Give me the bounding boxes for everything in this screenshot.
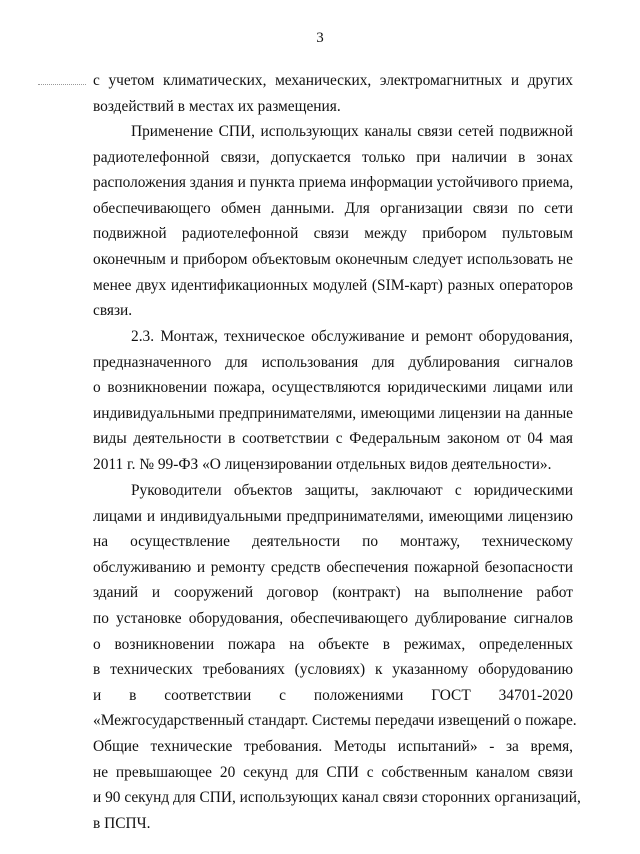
text-line: подвижной радиотелефонной связи между прибором пультовым: [93, 225, 573, 243]
text-line: оконечным и прибором объектовым оконечным следует использовать не: [93, 250, 573, 268]
text-line: воздействий в местах их размещения.: [93, 97, 341, 115]
text-line: по установке оборудования, обеспечивающего дублирование сигналов: [93, 609, 573, 627]
text-line: 2011 г. № 99-ФЗ «О лицензировании отдельных видов деятельности».: [93, 455, 552, 473]
text-line: Применение СПИ, использующих каналы связи сетей подвижной: [131, 123, 573, 140]
text-line: лицами и индивидуальными предпринимателями, имеющими лицензию: [93, 507, 573, 525]
text-line: обеспечивающего обмен данными. Для организации связи по сети: [93, 199, 573, 217]
text-line: с учетом климатических, механических, электромагнитных и других: [93, 72, 573, 89]
text-line: виды деятельности в соответствии с Федеральным законом от 04 мая: [93, 430, 573, 448]
text-line: Руководители объектов защиты, заключают с юридическими: [131, 482, 573, 499]
page-number: 3: [316, 30, 324, 46]
paragraph-continuation: [93, 68, 573, 119]
paragraph-contract: [93, 478, 581, 836]
text-line: о возникновении пожара на объекте в режимах, определенных: [93, 635, 573, 653]
paragraph-sim-cards: [93, 119, 573, 324]
text-line: 2.3. Монтаж, техническое обслуживание и ремонт оборудования,: [131, 328, 573, 345]
text-line: «Межгосударственный стандарт. Системы передачи извещений о пожаре.: [93, 712, 577, 730]
text-line: в ПСПЧ.: [93, 814, 151, 832]
text-line: в технических требованиях (условиях) к указанному оборудованию: [93, 661, 573, 679]
text-line: не превышающее 20 секунд для СПИ с собственным каналом связи: [93, 763, 573, 781]
text-line: Общие технические требования. Методы испытаний» - за время,: [93, 737, 573, 755]
scan-dotted-mark: [38, 84, 86, 86]
text-line: расположения здания и пункта приема информации устойчивого приема,: [93, 174, 574, 192]
text-line: индивидуальными предпринимателями, имеющими лицензии на данные: [93, 404, 573, 422]
text-line: обслуживанию и ремонту средств обеспечения пожарной безопасности: [93, 558, 573, 576]
text-line: связи.: [93, 302, 133, 320]
text-line: на осуществление деятельности по монтажу, техническому: [93, 533, 573, 551]
text-line: о возникновении пожара, осуществляются юридическими лицами или: [93, 379, 573, 397]
text-line: предназначенного для использования для дублирования сигналов: [93, 353, 573, 371]
text-line: и 90 секунд для СПИ, использующих канал связи сторонних организаций,: [93, 789, 581, 807]
text-line: менее двух идентификационных модулей (SIM-карт) разных операторов: [93, 276, 573, 294]
paragraph-section-2-3: [93, 324, 573, 478]
text-line: радиотелефонной связи, допускается только при наличии в зонах: [93, 148, 573, 166]
text-line: и в соответствии с положениями ГОСТ 34701-2020: [93, 686, 573, 704]
text-line: зданий и сооружений договор (контракт) на выполнение работ: [93, 584, 573, 602]
